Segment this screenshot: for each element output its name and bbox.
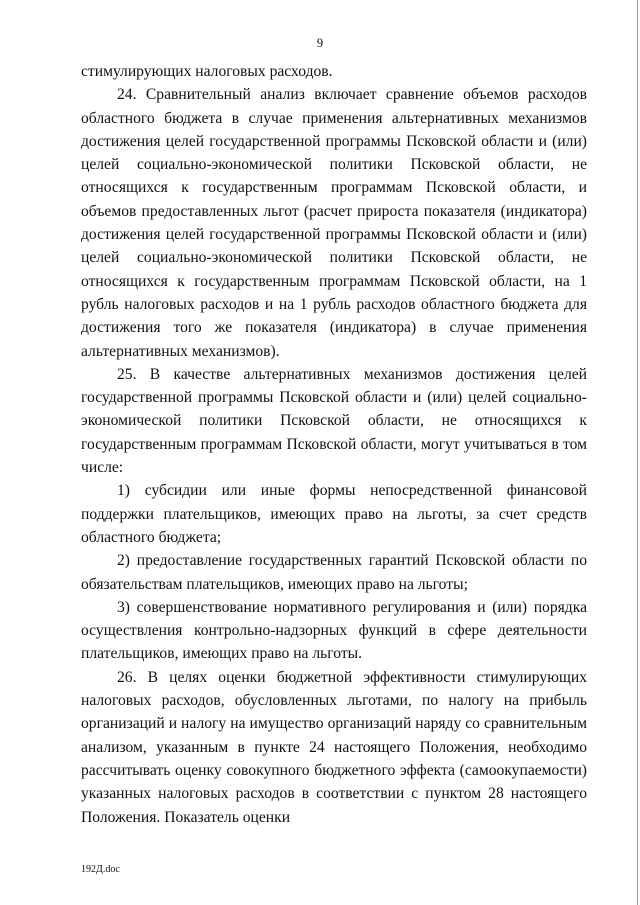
document-body — [81, 60, 587, 829]
paragraph-26: 26. В целях оценки бюджетной эффективности стимулирующих налоговых расходов, обусловленных льготами, по налогу на прибыль организаций и налогу на имущество организаций наряду со сравнительным анализом, указанным в пункте 24 настоящего Положения, необходимо рассчитывать оценку совокупного бюджетного эффекта (самоокупаемости) указанных налоговых расходов в соответствии с пунктом 28 настоящего Положения. Показатель оценки — [81, 668, 587, 826]
paragraph-24: 24. Сравнительный анализ включает сравнение объемов расходов областного бюджета в случае применения альтернативных механизмов достижения целей государственной программы Псковской области и (или) целей социально-экономической политики Псковской области, не относящихся к государственным программам Псковской области, и объемов предоставленных льгот (расчет прироста показателя (индикатора) достижения целей государственной программы Псковской области и (или) целей социально-экономической политики Псковской области, не относящихся к государственным программам Псковской области, на 1 рубль налоговых расходов и на 1 рубль расходов областного бюджета для достижения того же показателя (индикатора) в случае применения альтернативных механизмов). — [81, 86, 587, 360]
paragraph-continuation: стимулирующих налоговых расходов. — [81, 63, 333, 80]
paragraph-25: 25. В качестве альтернативных механизмов достижения целей государственной программы Псковской области и (или) целей социально-экономической политики Псковской области, не относящихся к государственным программам Псковской области, могут учитываться в том числе: — [81, 365, 587, 477]
page-number: 9 — [316, 36, 324, 50]
footer-filename: 192Д.doc — [81, 864, 120, 875]
page-edge-line — [637, 0, 638, 905]
list-item-1: 1) субсидии или иные формы непосредственной финансовой поддержки плательщиков, имеющих право на льготы, за счет средств областного бюджета; — [81, 482, 587, 546]
list-item-2: 2) предоставление государственных гарантий Псковской области по обязательствам плательщиков, имеющих право на льготы; — [81, 552, 587, 593]
list-item-3: 3) совершенствование нормативного регулирования и (или) порядка осуществления контрольно-надзорных функций в сфере деятельности плательщиков, имеющих право на льготы. — [81, 598, 587, 663]
